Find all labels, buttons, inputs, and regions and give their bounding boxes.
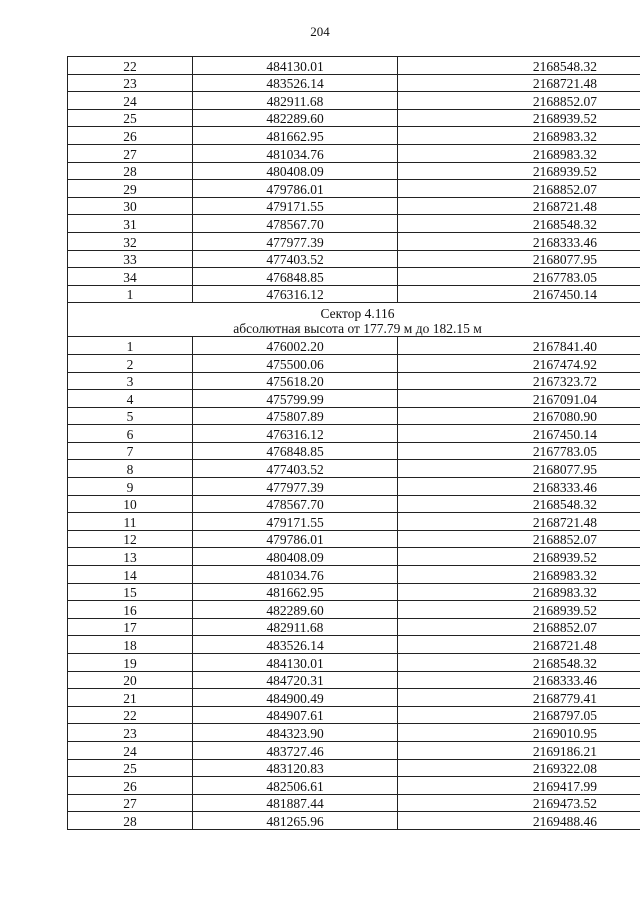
point-number-cell: 33 bbox=[68, 250, 193, 268]
x-coordinate-cell: 481887.44 bbox=[193, 794, 398, 812]
x-coordinate-cell: 481662.95 bbox=[193, 583, 398, 601]
table-row bbox=[68, 407, 640, 425]
x-coordinate-cell: 476002.20 bbox=[193, 337, 398, 355]
x-coordinate-cell: 477403.52 bbox=[193, 460, 398, 478]
point-number-cell: 4 bbox=[68, 390, 193, 408]
y-coordinate-cell: 2168939.52 bbox=[398, 548, 640, 566]
x-coordinate-cell: 475618.20 bbox=[193, 372, 398, 390]
point-number-cell: 34 bbox=[68, 268, 193, 286]
table-row bbox=[68, 513, 640, 531]
point-number-cell: 12 bbox=[68, 530, 193, 548]
table-row bbox=[68, 285, 640, 303]
point-number-cell: 10 bbox=[68, 495, 193, 513]
y-coordinate-cell: 2168852.07 bbox=[398, 530, 640, 548]
table-row bbox=[68, 601, 640, 619]
y-coordinate-cell: 2167450.14 bbox=[398, 285, 640, 303]
table-row bbox=[68, 706, 640, 724]
section-subtitle: абсолютная высота от 177.79 м до 182.15 м bbox=[233, 321, 482, 337]
point-number-cell: 17 bbox=[68, 618, 193, 636]
point-number-cell: 19 bbox=[68, 654, 193, 672]
y-coordinate-cell: 2168983.32 bbox=[398, 127, 640, 145]
table-row bbox=[68, 268, 640, 286]
y-coordinate-cell: 2168852.07 bbox=[398, 92, 640, 110]
y-coordinate-cell: 2168939.52 bbox=[398, 162, 640, 180]
point-number-cell: 29 bbox=[68, 180, 193, 198]
table-row bbox=[68, 250, 640, 268]
coordinates-table bbox=[67, 56, 640, 830]
point-number-cell: 2 bbox=[68, 354, 193, 372]
y-coordinate-cell: 2168852.07 bbox=[398, 180, 640, 198]
table-row bbox=[68, 92, 640, 110]
point-number-cell: 22 bbox=[68, 706, 193, 724]
y-coordinate-cell: 2167091.04 bbox=[398, 390, 640, 408]
table-row bbox=[68, 724, 640, 742]
y-coordinate-cell: 2168983.32 bbox=[398, 144, 640, 162]
y-coordinate-cell: 2167080.90 bbox=[398, 407, 640, 425]
y-coordinate-cell: 2169473.52 bbox=[398, 794, 640, 812]
table-row bbox=[68, 548, 640, 566]
point-number-cell: 5 bbox=[68, 407, 193, 425]
y-coordinate-cell: 2168077.95 bbox=[398, 250, 640, 268]
point-number-cell: 25 bbox=[68, 759, 193, 777]
coordinates-table-body bbox=[68, 57, 640, 830]
table-row bbox=[68, 232, 640, 250]
point-number-cell: 22 bbox=[68, 57, 193, 75]
x-coordinate-cell: 484323.90 bbox=[193, 724, 398, 742]
y-coordinate-cell: 2167783.05 bbox=[398, 268, 640, 286]
point-number-cell: 7 bbox=[68, 442, 193, 460]
table-row bbox=[68, 794, 640, 812]
table-row bbox=[68, 215, 640, 233]
table-row bbox=[68, 109, 640, 127]
table-row bbox=[68, 57, 640, 75]
table-row bbox=[68, 689, 640, 707]
table-row bbox=[68, 425, 640, 443]
point-number-cell: 1 bbox=[68, 285, 193, 303]
x-coordinate-cell: 483526.14 bbox=[193, 636, 398, 654]
y-coordinate-cell: 2168797.05 bbox=[398, 706, 640, 724]
point-number-cell: 26 bbox=[68, 777, 193, 795]
y-coordinate-cell: 2168939.52 bbox=[398, 601, 640, 619]
y-coordinate-cell: 2168333.46 bbox=[398, 671, 640, 689]
table-row bbox=[68, 74, 640, 92]
x-coordinate-cell: 480408.09 bbox=[193, 548, 398, 566]
x-coordinate-cell: 481662.95 bbox=[193, 127, 398, 145]
point-number-cell: 24 bbox=[68, 741, 193, 759]
x-coordinate-cell: 484720.31 bbox=[193, 671, 398, 689]
point-number-cell: 14 bbox=[68, 566, 193, 584]
x-coordinate-cell: 480408.09 bbox=[193, 162, 398, 180]
point-number-cell: 24 bbox=[68, 92, 193, 110]
section-header bbox=[68, 303, 640, 337]
x-coordinate-cell: 479171.55 bbox=[193, 513, 398, 531]
x-coordinate-cell: 476848.85 bbox=[193, 442, 398, 460]
point-number-cell: 26 bbox=[68, 127, 193, 145]
x-coordinate-cell: 479171.55 bbox=[193, 197, 398, 215]
y-coordinate-cell: 2169186.21 bbox=[398, 741, 640, 759]
table-row bbox=[68, 162, 640, 180]
y-coordinate-cell: 2168077.95 bbox=[398, 460, 640, 478]
x-coordinate-cell: 477977.39 bbox=[193, 478, 398, 496]
table-row bbox=[68, 127, 640, 145]
x-coordinate-cell: 483727.46 bbox=[193, 741, 398, 759]
point-number-cell: 3 bbox=[68, 372, 193, 390]
y-coordinate-cell: 2167841.40 bbox=[398, 337, 640, 355]
point-number-cell: 30 bbox=[68, 197, 193, 215]
x-coordinate-cell: 475799.99 bbox=[193, 390, 398, 408]
y-coordinate-cell: 2168721.48 bbox=[398, 74, 640, 92]
point-number-cell: 11 bbox=[68, 513, 193, 531]
y-coordinate-cell: 2168983.32 bbox=[398, 583, 640, 601]
point-number-cell: 16 bbox=[68, 601, 193, 619]
x-coordinate-cell: 477977.39 bbox=[193, 232, 398, 250]
table-row bbox=[68, 759, 640, 777]
point-number-cell: 27 bbox=[68, 794, 193, 812]
table-row bbox=[68, 460, 640, 478]
point-number-cell: 21 bbox=[68, 689, 193, 707]
y-coordinate-cell: 2168548.32 bbox=[398, 495, 640, 513]
y-coordinate-cell: 2168983.32 bbox=[398, 566, 640, 584]
x-coordinate-cell: 475500.06 bbox=[193, 354, 398, 372]
y-coordinate-cell: 2168939.52 bbox=[398, 109, 640, 127]
y-coordinate-cell: 2168721.48 bbox=[398, 636, 640, 654]
x-coordinate-cell: 479786.01 bbox=[193, 180, 398, 198]
point-number-cell: 9 bbox=[68, 478, 193, 496]
point-number-cell: 6 bbox=[68, 425, 193, 443]
point-number-cell: 13 bbox=[68, 548, 193, 566]
point-number-cell: 27 bbox=[68, 144, 193, 162]
y-coordinate-cell: 2167783.05 bbox=[398, 442, 640, 460]
table-row bbox=[68, 180, 640, 198]
point-number-cell: 32 bbox=[68, 232, 193, 250]
y-coordinate-cell: 2167474.92 bbox=[398, 354, 640, 372]
table-row bbox=[68, 654, 640, 672]
table-row bbox=[68, 354, 640, 372]
table-row bbox=[68, 777, 640, 795]
table-row bbox=[68, 618, 640, 636]
table-row bbox=[68, 741, 640, 759]
y-coordinate-cell: 2168721.48 bbox=[398, 197, 640, 215]
x-coordinate-cell: 476316.12 bbox=[193, 285, 398, 303]
table-row bbox=[68, 583, 640, 601]
table-row bbox=[68, 442, 640, 460]
x-coordinate-cell: 475807.89 bbox=[193, 407, 398, 425]
x-coordinate-cell: 478567.70 bbox=[193, 215, 398, 233]
table-row bbox=[68, 197, 640, 215]
table-row bbox=[68, 478, 640, 496]
table-row bbox=[68, 566, 640, 584]
point-number-cell: 25 bbox=[68, 109, 193, 127]
x-coordinate-cell: 482289.60 bbox=[193, 109, 398, 127]
x-coordinate-cell: 484130.01 bbox=[193, 654, 398, 672]
x-coordinate-cell: 476848.85 bbox=[193, 268, 398, 286]
y-coordinate-cell: 2168333.46 bbox=[398, 478, 640, 496]
point-number-cell: 18 bbox=[68, 636, 193, 654]
y-coordinate-cell: 2169488.46 bbox=[398, 812, 640, 830]
x-coordinate-cell: 482506.61 bbox=[193, 777, 398, 795]
point-number-cell: 31 bbox=[68, 215, 193, 233]
x-coordinate-cell: 482911.68 bbox=[193, 618, 398, 636]
x-coordinate-cell: 483120.83 bbox=[193, 759, 398, 777]
point-number-cell: 8 bbox=[68, 460, 193, 478]
point-number-cell: 28 bbox=[68, 162, 193, 180]
table-row bbox=[68, 144, 640, 162]
table-row bbox=[68, 372, 640, 390]
y-coordinate-cell: 2168852.07 bbox=[398, 618, 640, 636]
section-title: Сектор 4.116 bbox=[320, 306, 395, 322]
y-coordinate-cell: 2169322.08 bbox=[398, 759, 640, 777]
y-coordinate-cell: 2168333.46 bbox=[398, 232, 640, 250]
x-coordinate-cell: 483526.14 bbox=[193, 74, 398, 92]
page-number: 204 bbox=[310, 24, 330, 39]
x-coordinate-cell: 484130.01 bbox=[193, 57, 398, 75]
y-coordinate-cell: 2169010.95 bbox=[398, 724, 640, 742]
y-coordinate-cell: 2169417.99 bbox=[398, 777, 640, 795]
x-coordinate-cell: 482911.68 bbox=[193, 92, 398, 110]
x-coordinate-cell: 477403.52 bbox=[193, 250, 398, 268]
section-header-row bbox=[68, 303, 640, 337]
table-row bbox=[68, 636, 640, 654]
y-coordinate-cell: 2168548.32 bbox=[398, 215, 640, 233]
point-number-cell: 1 bbox=[68, 337, 193, 355]
point-number-cell: 28 bbox=[68, 812, 193, 830]
y-coordinate-cell: 2167323.72 bbox=[398, 372, 640, 390]
x-coordinate-cell: 482289.60 bbox=[193, 601, 398, 619]
y-coordinate-cell: 2168721.48 bbox=[398, 513, 640, 531]
x-coordinate-cell: 484907.61 bbox=[193, 706, 398, 724]
table-row bbox=[68, 337, 640, 355]
table-row bbox=[68, 495, 640, 513]
table-row bbox=[68, 390, 640, 408]
table-row bbox=[68, 530, 640, 548]
x-coordinate-cell: 481265.96 bbox=[193, 812, 398, 830]
point-number-cell: 20 bbox=[68, 671, 193, 689]
y-coordinate-cell: 2168548.32 bbox=[398, 654, 640, 672]
x-coordinate-cell: 479786.01 bbox=[193, 530, 398, 548]
x-coordinate-cell: 476316.12 bbox=[193, 425, 398, 443]
x-coordinate-cell: 481034.76 bbox=[193, 144, 398, 162]
point-number-cell: 15 bbox=[68, 583, 193, 601]
table-row bbox=[68, 812, 640, 830]
y-coordinate-cell: 2167450.14 bbox=[398, 425, 640, 443]
x-coordinate-cell: 478567.70 bbox=[193, 495, 398, 513]
point-number-cell: 23 bbox=[68, 724, 193, 742]
y-coordinate-cell: 2168548.32 bbox=[398, 57, 640, 75]
x-coordinate-cell: 484900.49 bbox=[193, 689, 398, 707]
y-coordinate-cell: 2168779.41 bbox=[398, 689, 640, 707]
point-number-cell: 23 bbox=[68, 74, 193, 92]
x-coordinate-cell: 481034.76 bbox=[193, 566, 398, 584]
table-row bbox=[68, 671, 640, 689]
